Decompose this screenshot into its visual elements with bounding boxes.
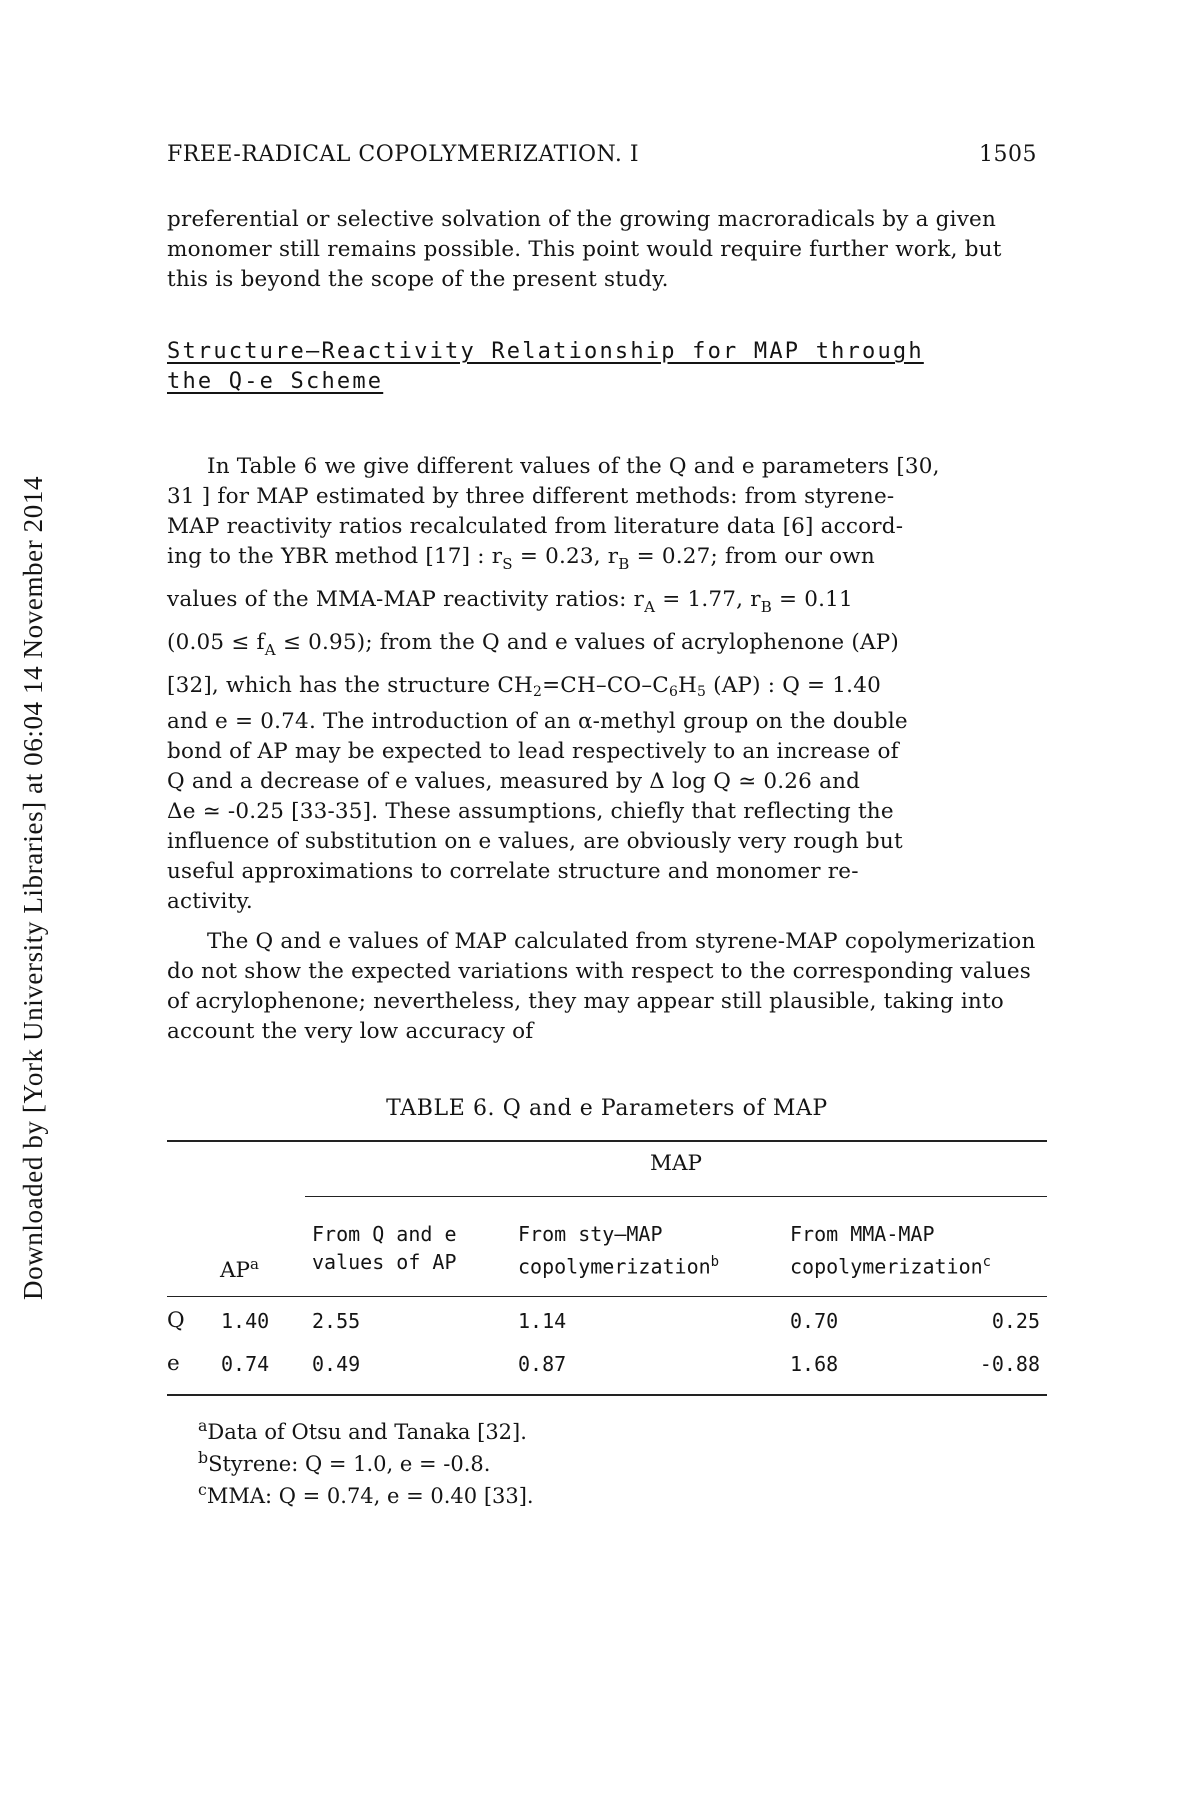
row-label-q: Q <box>167 1308 185 1333</box>
text-fragment: (0.05 ≤ f <box>167 630 265 655</box>
paragraph-styrene-map: The Q and e values of MAP calculated from styrene-MAP copolymerization do not show the expected variations with respect to the corresponding values of acrylophenone; nevertheless, they may appear still plausible, taking into account the very low accuracy of <box>167 929 1036 1044</box>
cell-e-mma-1: 1.68 <box>790 1352 839 1376</box>
subscript: A <box>264 641 276 659</box>
text-line: Q and a decrease of e values, measured by Δ log Q ≃ 0.26 and <box>167 769 861 794</box>
text-fragment: (AP) : Q = 1.40 <box>706 673 881 698</box>
subscript: B <box>618 555 630 573</box>
subscript: 5 <box>696 684 707 700</box>
section-heading-line1: Structure–Reactivity Relationship for MAP through <box>167 339 924 364</box>
footnote-b <box>198 1448 490 1476</box>
text-fragment: ≤ 0.95); from the Q and e values of acrylophenone (AP) <box>275 630 899 655</box>
table-group-header-map: MAP <box>650 1151 703 1176</box>
subscript: S <box>502 555 513 573</box>
col-header-line: values of AP <box>312 1250 457 1274</box>
col-header-line: From MMA-MAP <box>790 1222 935 1246</box>
section-heading <box>167 337 1047 397</box>
text-line: and e = 0.74. The introduction of an α-methyl group on the double <box>167 709 908 734</box>
cell-e-mma-2: -0.88 <box>979 1352 1040 1376</box>
download-watermark: Downloaded by [York University Libraries] at 06:04 14 November 2014 <box>18 475 48 1300</box>
text-line: 31 ] for MAP estimated by three different methods: from styrene- <box>167 484 895 509</box>
footnote-marker: a <box>198 1416 208 1435</box>
table-rule-header <box>167 1296 1047 1297</box>
table-rule-top <box>167 1140 1047 1142</box>
cell-e-sty: 0.87 <box>518 1352 567 1376</box>
text-fragment: [32], which has the structure CH <box>167 673 533 698</box>
text-fragment: ing to the YBR method [17] : r <box>167 544 503 569</box>
cell-q-ap: 1.40 <box>221 1309 270 1333</box>
cell-q-from-ap: 2.55 <box>312 1309 361 1333</box>
col-header-line: copolymerization <box>518 1254 711 1279</box>
footnote-marker: a <box>250 1255 259 1273</box>
text-line-mma-ratios <box>167 585 1047 622</box>
text-line-structure <box>167 671 1047 707</box>
text-fragment: = 1.77, r <box>655 587 761 612</box>
table-rule-bottom <box>167 1394 1047 1396</box>
col-header-line: From Q and e <box>312 1222 457 1246</box>
footnote-text: MMA: Q = 0.74, e = 0.40 [33]. <box>206 1484 534 1508</box>
running-head <box>167 142 1037 167</box>
footnote-marker: b <box>710 1254 720 1270</box>
page-number: 1505 <box>979 142 1037 167</box>
text-line: MAP reactivity ratios recalculated from literature data [6] accord- <box>167 514 904 539</box>
table-rule-group <box>305 1196 1047 1197</box>
col-header-ap <box>220 1250 259 1285</box>
text-fragment: H <box>678 673 697 698</box>
paragraph-solvation: preferential or selective solvation of the growing macroradicals by a given monomer still remains possible. This point would require further work, but this is beyond the scope of the present study. <box>167 207 1002 292</box>
text-line: useful approximations to correlate structure and monomer re- <box>167 859 859 884</box>
cell-e-ap: 0.74 <box>221 1352 270 1376</box>
text-fragment: values of the MMA-MAP reactivity ratios: r <box>167 587 645 612</box>
text-fragment: = 0.11 <box>771 587 853 612</box>
section-heading-line2: the Q-e Scheme <box>167 369 384 394</box>
cell-e-from-ap: 0.49 <box>312 1352 361 1376</box>
running-head-title: FREE-RADICAL COPOLYMERIZATION. I <box>167 142 640 167</box>
text-line-fa-range <box>167 628 1047 665</box>
col-header-mma-map <box>790 1220 991 1281</box>
footnote-marker: c <box>198 1480 207 1499</box>
text-line: bond of AP may be expected to lead respectively to an increase of <box>167 739 899 764</box>
subscript: 6 <box>668 684 679 700</box>
cell-q-sty: 1.14 <box>518 1309 567 1333</box>
subscript: 2 <box>533 684 543 700</box>
col-header-sty-map <box>518 1220 719 1281</box>
text-fragment: = 0.23, r <box>512 544 619 569</box>
text-fragment: =CH–CO–C <box>542 673 669 698</box>
text-fragment: = 0.27; from our own <box>629 544 875 569</box>
footnote-a <box>198 1416 527 1444</box>
text-line: influence of substitution on e values, are obviously very rough but <box>167 829 903 854</box>
cell-q-mma-1: 0.70 <box>790 1309 839 1333</box>
footnote-marker: c <box>982 1254 992 1270</box>
row-label-e: e <box>167 1351 180 1376</box>
cell-q-mma-2: 0.25 <box>991 1309 1040 1333</box>
col-header-line: From sty–MAP <box>518 1222 663 1246</box>
footnote-text: Data of Otsu and Tanaka [32]. <box>207 1420 527 1444</box>
footnote-marker: b <box>198 1448 209 1467</box>
text-line-ybr <box>167 542 1047 579</box>
footnote-text: Styrene: Q = 1.0, e = -0.8. <box>208 1452 491 1476</box>
col-header-from-ap <box>312 1220 457 1276</box>
subscript: B <box>760 598 772 616</box>
text-line: Δe ≃ -0.25 [33-35]. These assumptions, chiefly that reflecting the <box>167 799 894 824</box>
table-title: TABLE 6. Q and e Parameters of MAP <box>386 1096 828 1121</box>
text-line: In Table 6 we give different values of the Q and e parameters [30, <box>207 454 940 479</box>
footnote-c <box>198 1480 534 1508</box>
col-header-line: copolymerization <box>790 1254 983 1279</box>
text-line: activity. <box>167 889 253 914</box>
paragraph-q-e-estimates <box>167 452 1047 917</box>
subscript: A <box>644 598 656 616</box>
col-header-ap-label: AP <box>220 1258 250 1284</box>
